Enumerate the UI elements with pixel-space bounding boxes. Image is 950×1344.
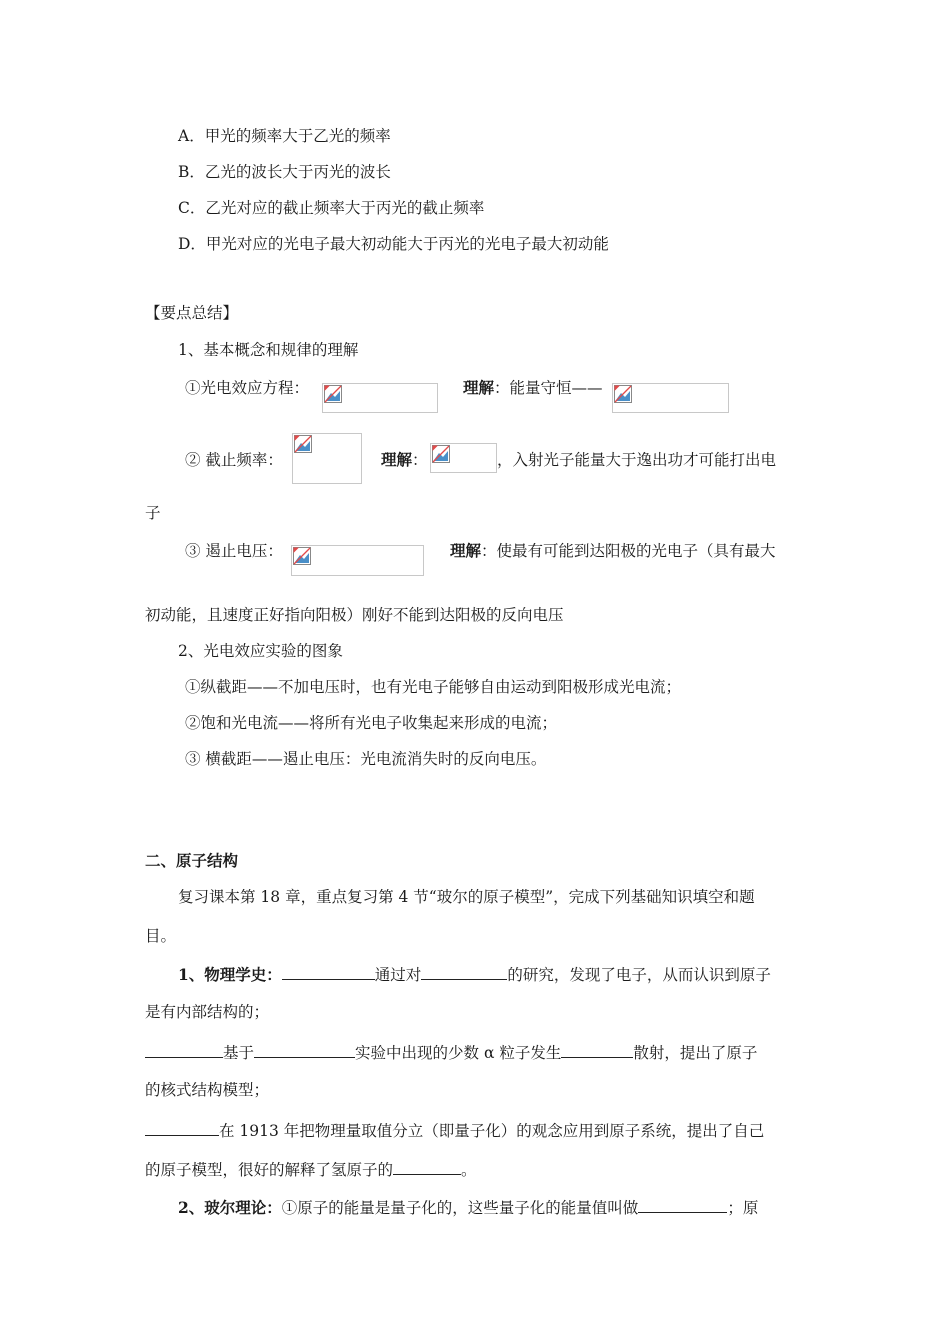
sentence-part: 的研究，发现了电子，从而认识到原子 [507, 966, 771, 984]
stopping-voltage-label: ③ 遏止电压： [185, 542, 283, 560]
sentence-part: 通过对 [374, 966, 422, 984]
broken-image-icon [293, 547, 311, 565]
cutoff-frequency-label: ② 截止频率： [185, 451, 283, 469]
sentence-part: 。 [461, 1161, 477, 1179]
cutoff-understanding-image [430, 443, 497, 473]
intro-line-2: 目。 [145, 927, 177, 945]
broken-image-icon [614, 385, 632, 403]
stopping-voltage-tail: 初动能，且速度正好指向阳极）刚好不能到达阳极的反向电压 [145, 606, 564, 624]
summary-heading: 【要点总结】 [145, 304, 239, 322]
broken-image-icon [432, 445, 450, 463]
summary-point-2: 2、光电效应实验的图象 [178, 642, 343, 660]
sentence-line: 是有内部结构的； [145, 1003, 270, 1021]
understand-label: 理解 [381, 450, 413, 469]
graph-item-2: ②饱和光电流——将所有光电子收集起来形成的电流； [185, 714, 558, 732]
understand-label: 理解 [450, 541, 482, 560]
fill-blank[interactable] [145, 1118, 219, 1136]
stopping-voltage-understanding: ：使最有可能到达阳极的光电子（具有最大 [481, 542, 776, 560]
option-c: C．乙光对应的截止频率大于丙光的截止频率 [178, 199, 485, 217]
fill-blank[interactable] [145, 1040, 223, 1058]
section-heading: 二、原子结构 [145, 851, 239, 870]
sentence-part: ①原子的能量是量子化的，这些量子化的能量值叫做 [281, 1199, 639, 1217]
graph-item-1: ①纵截距——不加电压时，也有光电子能够自由运动到阳极形成光电流； [185, 678, 682, 696]
option-a: A．甲光的频率大于乙光的频率 [178, 127, 391, 145]
sentence-part: ；原 [727, 1199, 759, 1217]
fill-blank[interactable] [254, 1040, 355, 1058]
cutoff-understanding-tail: 子 [145, 504, 161, 522]
equation-label: ①光电效应方程： [185, 379, 310, 397]
fill-blank[interactable] [421, 962, 507, 980]
option-b: B．乙光的波长大于丙光的波长 [178, 163, 391, 181]
sentence-part: 实验中出现的少数 α 粒子发生 [355, 1044, 562, 1062]
cutoff-understanding: ，入射光子能量大于逸出功才可能打出电 [497, 451, 777, 469]
fill-blank[interactable] [282, 962, 375, 980]
stopping-voltage-image [291, 545, 424, 576]
summary-point-1: 1、基本概念和规律的理解 [178, 341, 359, 359]
broken-image-icon [294, 435, 312, 453]
graph-item-3: ③ 横截距——遏止电压：光电流消失时的反向电压。 [185, 750, 547, 768]
option-d: D．甲光对应的光电子最大初动能大于丙光的光电子最大初动能 [178, 235, 609, 253]
sentence-part: 基于 [223, 1044, 255, 1062]
equation-understanding: ：能量守恒—— [494, 379, 603, 397]
sentence-part: 的原子模型，很好的解释了氢原子的 [145, 1161, 394, 1179]
equation-image [322, 383, 438, 413]
sentence-part: 散射，提出了原子 [633, 1044, 758, 1062]
sentence-line: 的核式结构模型； [145, 1081, 270, 1099]
sentence-part: 在 1913 年把物理量取值分立（即量子化）的观念应用到原子系统，提出了自己 [219, 1122, 765, 1140]
broken-image-icon [324, 385, 342, 403]
bohr-theory-heading: 2、玻尔理论： [178, 1198, 282, 1217]
cutoff-frequency-image [292, 433, 362, 484]
physics-history-heading: 1、物理学史： [178, 965, 282, 984]
fill-blank[interactable] [638, 1195, 727, 1213]
understand-label: 理解 [463, 378, 495, 397]
energy-image [612, 383, 729, 413]
intro-line-1: 复习课本第 18 章，重点复习第 4 节“玻尔的原子模型”，完成下列基础知识填空和题 [178, 888, 755, 906]
fill-blank[interactable] [561, 1040, 633, 1058]
fill-blank[interactable] [393, 1157, 461, 1175]
